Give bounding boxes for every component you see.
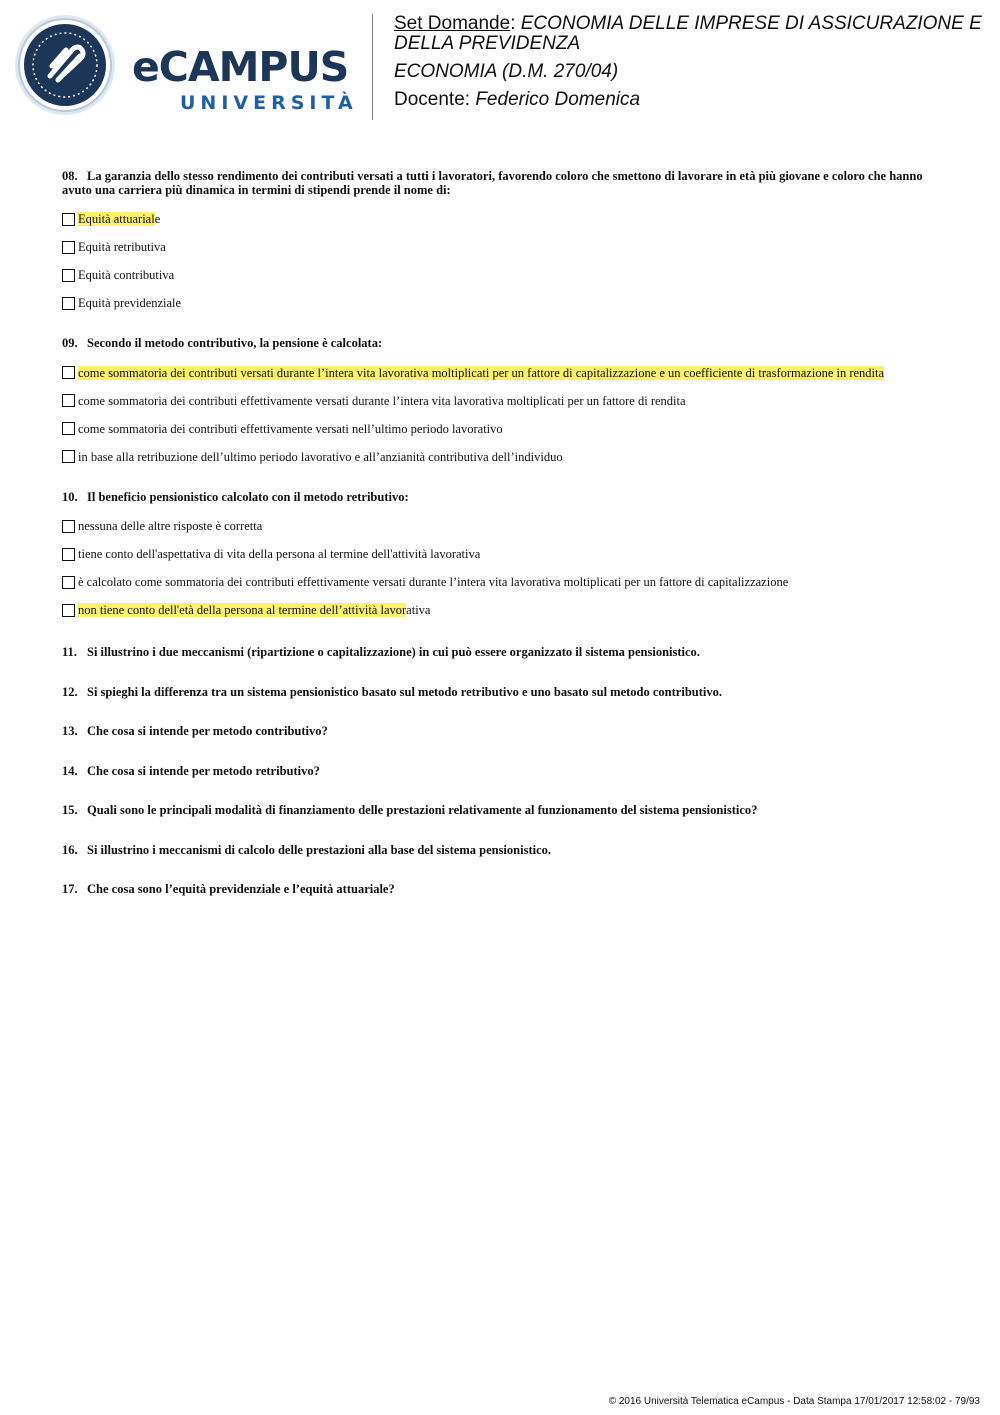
option-label <box>78 239 166 255</box>
checkbox[interactable] <box>62 548 75 561</box>
answer-option[interactable] <box>62 209 942 229</box>
question-body: Si illustrino i due meccanismi (ripartizione o capitalizzazione) in cui può essere organizzato il sistema pensionistico. <box>87 645 700 659</box>
question-number: 08. <box>62 169 78 183</box>
ecampus-seal-icon <box>14 14 116 116</box>
question-number: 15. <box>62 803 78 817</box>
checkbox[interactable] <box>62 576 75 589</box>
highlighted-text: Equità attuarial <box>78 212 155 226</box>
open-question <box>62 765 942 779</box>
page-footer: © 2016 Università Telematica eCampus - Data Stampa 17/01/2017 12:58:02 - 79/93 <box>608 1396 980 1407</box>
logo-subtitle: UNIVERSITÀ <box>180 92 358 114</box>
open-question <box>62 646 942 660</box>
logo-wordmark: eCAMPUS <box>132 43 349 91</box>
question-number: 13. <box>62 724 78 738</box>
option-text: Equità contributiva <box>78 268 175 282</box>
option-text: tiene conto dell'aspettativa di vita della persona al termine dell'attività lavorativa <box>78 547 481 561</box>
question-text <box>62 170 942 197</box>
course-name: ECONOMIA (D.M. 270/04) <box>394 61 619 82</box>
open-question <box>62 844 942 858</box>
answer-option[interactable] <box>62 363 942 383</box>
question-number: 17. <box>62 882 78 896</box>
open-question <box>62 686 942 700</box>
questions-content <box>62 170 942 897</box>
checkbox[interactable] <box>62 520 75 533</box>
option-text: e <box>154 212 161 226</box>
option-text: ativa <box>406 603 431 617</box>
answer-option[interactable] <box>62 572 942 592</box>
question-number: 14. <box>62 763 78 778</box>
option-label <box>78 365 884 381</box>
answer-option[interactable] <box>62 600 942 620</box>
option-text: nessuna delle altre risposte è corretta <box>78 519 263 533</box>
answer-option[interactable] <box>62 237 942 257</box>
option-text: in base alla retribuzione dell’ultimo periodo lavorativo e all’anzianità contributiva dell’individuo <box>78 449 563 464</box>
question-block <box>62 170 942 313</box>
answer-option[interactable] <box>62 516 942 536</box>
answer-option[interactable] <box>62 419 942 439</box>
question-body: Secondo il metodo contributivo, la pensione è calcolata: <box>87 336 383 350</box>
answer-option[interactable] <box>62 293 942 313</box>
header-divider <box>372 14 373 120</box>
option-label <box>78 211 160 227</box>
checkbox[interactable] <box>62 213 75 226</box>
answer-option[interactable] <box>62 447 942 467</box>
option-label <box>78 602 430 618</box>
option-label <box>78 574 788 590</box>
question-number: 10. <box>62 489 78 504</box>
question-body: La garanzia dello stesso rendimento dei contributi versati a tutti i lavoratori, favorendo coloro che smettono di lavorare in età più giovane e coloro che hanno avuto una carriera più dinamica in termini di stipendi prende il nome di: <box>62 169 923 197</box>
question-block <box>62 337 942 467</box>
option-label <box>78 546 480 562</box>
question-text <box>62 491 942 505</box>
ecampus-logo <box>14 14 364 118</box>
set-title: ECONOMIA DELLE IMPRESE DI ASSICURAZIONE E DELLA PREVIDENZA <box>394 13 982 54</box>
answer-option[interactable] <box>62 544 942 564</box>
set-title-line <box>394 14 990 54</box>
question-number: 09. <box>62 336 78 350</box>
question-number: 16. <box>62 842 78 857</box>
checkbox[interactable] <box>62 297 75 310</box>
question-body: Che cosa sono l’equità previdenziale e l’equità attuariale? <box>87 882 395 896</box>
checkbox[interactable] <box>62 269 75 282</box>
checkbox[interactable] <box>62 450 75 463</box>
question-body: Che cosa si intende per metodo contributivo? <box>87 724 328 738</box>
question-body: Che cosa si intende per metodo retributivo? <box>87 763 320 778</box>
question-number: 12. <box>62 684 78 699</box>
option-label <box>78 449 563 465</box>
question-body: Si spieghi la differenza tra un sistema pensionistico basato sul metodo retributivo e uno basato sul metodo contributivo. <box>87 684 722 699</box>
option-text: Equità previdenziale <box>78 296 182 310</box>
option-text: come sommatoria dei contributi effettivamente versati nell’ultimo periodo lavorativo <box>78 421 503 436</box>
option-label <box>78 518 262 534</box>
option-text: è calcolato come sommatoria dei contributi effettivamente versati durante l’intera vita lavorativa moltiplicati per un fattore di capitalizzazione <box>78 575 789 589</box>
question-body: Si illustrino i meccanismi di calcolo delle prestazioni alla base del sistema pensionistico. <box>87 842 552 857</box>
question-number: 11. <box>62 645 77 659</box>
option-label <box>78 295 181 311</box>
question-block <box>62 491 942 621</box>
page-header <box>0 0 1000 130</box>
answer-option[interactable] <box>62 391 942 411</box>
set-label: Set Domande <box>394 13 511 34</box>
highlighted-text: non tiene conto dell'età della persona al termine dell’attività lavor <box>78 603 407 617</box>
option-label <box>78 393 686 409</box>
open-question <box>62 883 942 897</box>
option-text: Equità retributiva <box>78 240 166 254</box>
checkbox[interactable] <box>62 422 75 435</box>
checkbox[interactable] <box>62 604 75 617</box>
header-info <box>394 14 990 110</box>
checkbox[interactable] <box>62 241 75 254</box>
answer-option[interactable] <box>62 265 942 285</box>
option-label <box>78 421 503 437</box>
set-colon: : <box>510 13 516 34</box>
open-question <box>62 804 942 818</box>
teacher-line <box>394 90 990 110</box>
option-text: come sommatoria dei contributi effettivamente versati durante l’intera vita lavorativa moltiplicati per un fattore di rendita <box>78 393 686 408</box>
open-question <box>62 725 942 739</box>
teacher-name: Federico Domenica <box>475 89 641 110</box>
question-body: Il beneficio pensionistico calcolato con il metodo retributivo: <box>87 489 409 504</box>
question-text <box>62 337 942 351</box>
checkbox[interactable] <box>62 366 75 379</box>
option-label <box>78 267 174 283</box>
teacher-label: Docente: <box>394 89 471 110</box>
checkbox[interactable] <box>62 394 75 407</box>
highlighted-text: come sommatoria dei contributi versati durante l’intera vita lavorativa moltiplicati per un fattore di capitalizzazione e un coefficiente di trasformazione in rendita <box>78 365 885 380</box>
question-body: Quali sono le principali modalità di finanziamento delle prestazioni relativamente al funzionamento del sistema pensionistico? <box>87 803 758 817</box>
